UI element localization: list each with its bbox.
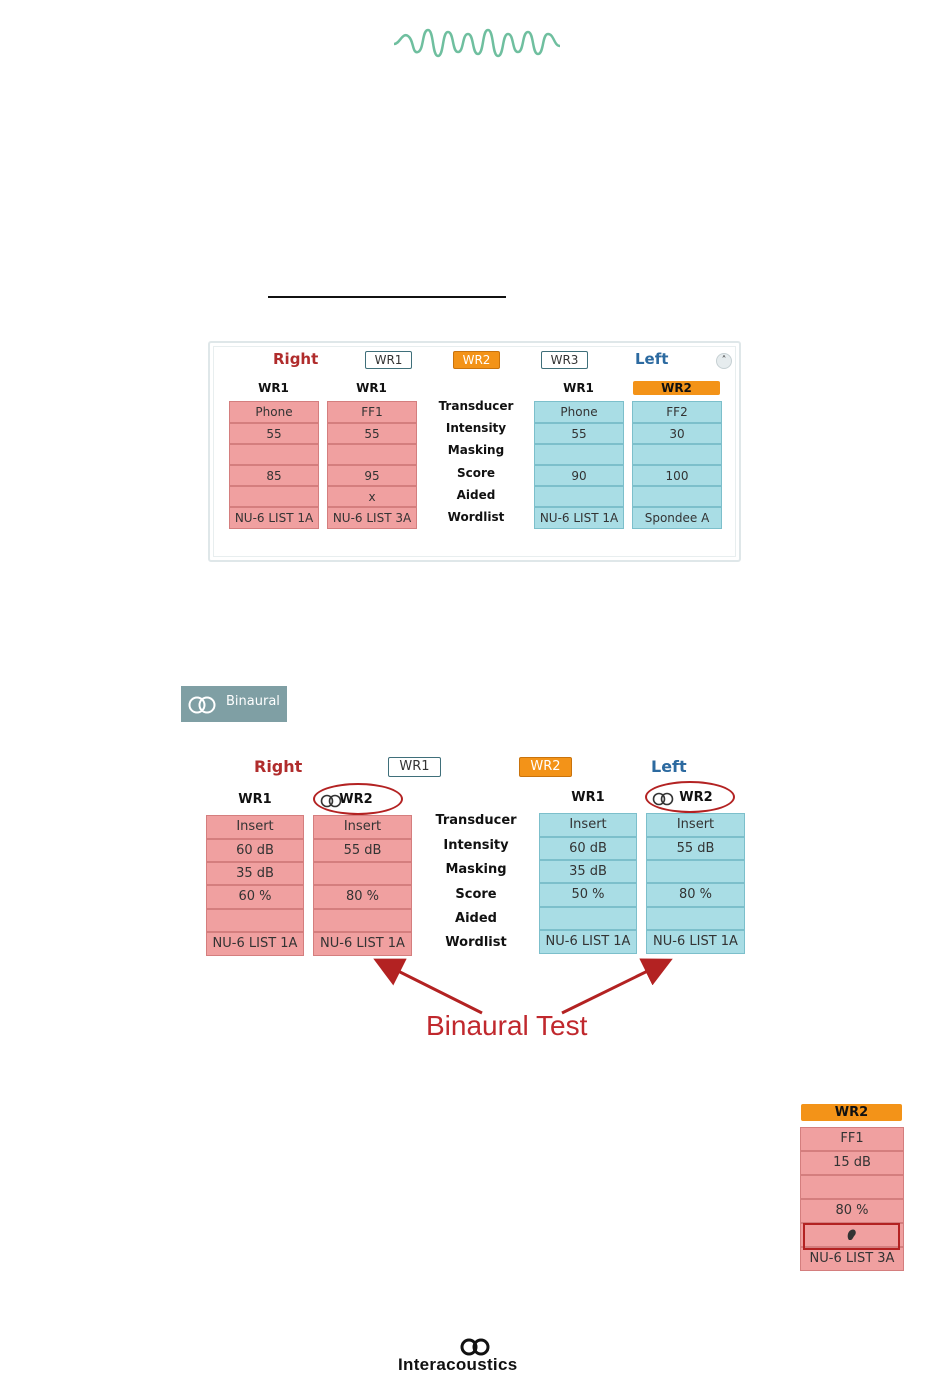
cell-score[interactable]: 60 % [206, 885, 304, 909]
cell-aided[interactable] [229, 486, 319, 507]
row-label-masking: Masking [447, 443, 505, 457]
cell-wordlist[interactable]: NU-6 LIST 1A [229, 507, 319, 529]
cell-score[interactable]: 80 % [800, 1199, 904, 1223]
results-column-right-ff1 [327, 401, 417, 529]
row-label-masking: Masking [445, 862, 507, 877]
cell-wordlist[interactable]: NU-6 LIST 3A [327, 507, 417, 529]
cell-transducer[interactable]: FF2 [632, 401, 722, 423]
column-header-active[interactable]: WR2 [633, 381, 720, 395]
cell-score[interactable]: 50 % [539, 883, 637, 907]
side-label-left: Left [651, 757, 687, 776]
cell-score[interactable]: 90 [534, 465, 624, 486]
cell-aided[interactable] [646, 907, 745, 930]
column-header: WR1 [258, 381, 289, 395]
binaural-icon [187, 695, 217, 715]
results-column-right-wr1 [229, 401, 319, 529]
cell-masking[interactable] [327, 444, 417, 465]
cell-wordlist[interactable]: NU-6 LIST 1A [534, 507, 624, 529]
brand-logo-text: Interacoustics [398, 1355, 518, 1374]
row-label-transducer: Transducer [435, 813, 517, 828]
results-column-left-wr1 [534, 401, 624, 529]
row-label-aided: Aided [456, 488, 496, 502]
cell-wordlist[interactable]: NU-6 LIST 1A [646, 930, 745, 954]
cell-masking[interactable] [229, 444, 319, 465]
annotation-ellipse [645, 781, 735, 813]
cell-wordlist[interactable]: NU-6 LIST 3A [800, 1247, 904, 1271]
cell-transducer[interactable]: Phone [534, 401, 624, 423]
cell-transducer[interactable]: Insert [539, 813, 637, 837]
cell-intensity[interactable]: 55 [229, 423, 319, 444]
results-column-right-wr1 [206, 815, 304, 956]
side-label-right: Right [254, 757, 303, 776]
tab-wr1[interactable]: WR1 [388, 757, 441, 777]
wave-logo [392, 22, 562, 62]
cell-masking[interactable] [632, 444, 722, 465]
cell-score[interactable]: 80 % [646, 883, 745, 907]
column-header: WR1 [356, 381, 387, 395]
cell-score[interactable]: 95 [327, 465, 417, 486]
cell-transducer[interactable]: Insert [646, 813, 745, 837]
cell-intensity[interactable]: 60 dB [539, 837, 637, 860]
cell-aided[interactable] [534, 486, 624, 507]
results-column-left-wr2 [632, 401, 722, 529]
cell-intensity[interactable]: 15 dB [800, 1151, 904, 1175]
cell-wordlist[interactable]: NU-6 LIST 1A [539, 930, 637, 954]
column-header: WR1 [571, 790, 605, 805]
section-underline [268, 296, 506, 298]
row-label-score: Score [455, 887, 497, 902]
side-label-right: Right [273, 350, 319, 368]
cell-intensity[interactable]: 60 dB [206, 839, 304, 862]
cell-transducer[interactable]: FF1 [327, 401, 417, 423]
annotation-ellipse [313, 783, 403, 815]
row-label-aided: Aided [455, 911, 497, 926]
column-header: WR1 [238, 792, 272, 807]
tab-wr3[interactable]: WR3 [541, 351, 588, 369]
row-label-wordlist: Wordlist [445, 935, 507, 950]
row-label-transducer: Transducer [438, 399, 514, 413]
row-label-intensity: Intensity [445, 421, 507, 435]
cell-wordlist[interactable]: NU-6 LIST 1A [313, 932, 412, 956]
cell-aided[interactable] [632, 486, 722, 507]
results-column-left-wr1 [539, 813, 637, 954]
cell-score[interactable]: 85 [229, 465, 319, 486]
row-label-score: Score [456, 466, 496, 480]
cell-aided[interactable] [206, 909, 304, 932]
cell-masking[interactable] [800, 1175, 904, 1199]
tab-wr1[interactable]: WR1 [365, 351, 412, 369]
cell-intensity[interactable]: 55 dB [646, 837, 745, 860]
cell-masking[interactable] [534, 444, 624, 465]
tab-wr2[interactable]: WR2 [519, 757, 572, 777]
binaural-button[interactable] [181, 686, 287, 722]
tab-wr2[interactable]: WR2 [453, 351, 500, 369]
cell-wordlist[interactable]: NU-6 LIST 1A [206, 932, 304, 956]
annotation-highlight-box [803, 1223, 900, 1250]
column-header: WR2 [679, 790, 713, 805]
cell-intensity[interactable]: 55 [534, 423, 624, 444]
results-column-left-wr2 [646, 813, 745, 954]
collapse-chevron-icon[interactable]: ˄ [716, 353, 732, 369]
cell-masking[interactable] [313, 862, 412, 885]
cell-transducer[interactable]: FF1 [800, 1127, 904, 1151]
cell-intensity[interactable]: 55 dB [313, 839, 412, 862]
interacoustics-logo-icon [458, 1338, 492, 1356]
annotation-caption: Binaural Test [426, 1010, 588, 1041]
cell-masking[interactable] [646, 860, 745, 883]
results-column-right-wr2 [313, 815, 412, 956]
side-label-left: Left [635, 350, 669, 368]
cell-aided[interactable] [313, 909, 412, 932]
column-header: WR1 [563, 381, 594, 395]
cell-intensity[interactable]: 55 [327, 423, 417, 444]
column-header-active[interactable]: WR2 [801, 1104, 902, 1121]
cell-score[interactable]: 80 % [313, 885, 412, 909]
cell-wordlist[interactable]: Spondee A [632, 507, 722, 529]
column-header: WR2 [339, 792, 373, 807]
cell-masking[interactable]: 35 dB [206, 862, 304, 885]
cell-aided[interactable] [539, 907, 637, 930]
cell-masking[interactable]: 35 dB [539, 860, 637, 883]
cell-intensity[interactable]: 30 [632, 423, 722, 444]
row-label-wordlist: Wordlist [447, 510, 505, 524]
cell-transducer[interactable]: Insert [206, 815, 304, 839]
cell-transducer[interactable]: Phone [229, 401, 319, 423]
cell-transducer[interactable]: Insert [313, 815, 412, 839]
binaural-button-label: Binaural [226, 694, 280, 709]
row-label-intensity: Intensity [443, 838, 509, 853]
cell-score[interactable]: 100 [632, 465, 722, 486]
cell-aided[interactable]: x [327, 486, 417, 507]
